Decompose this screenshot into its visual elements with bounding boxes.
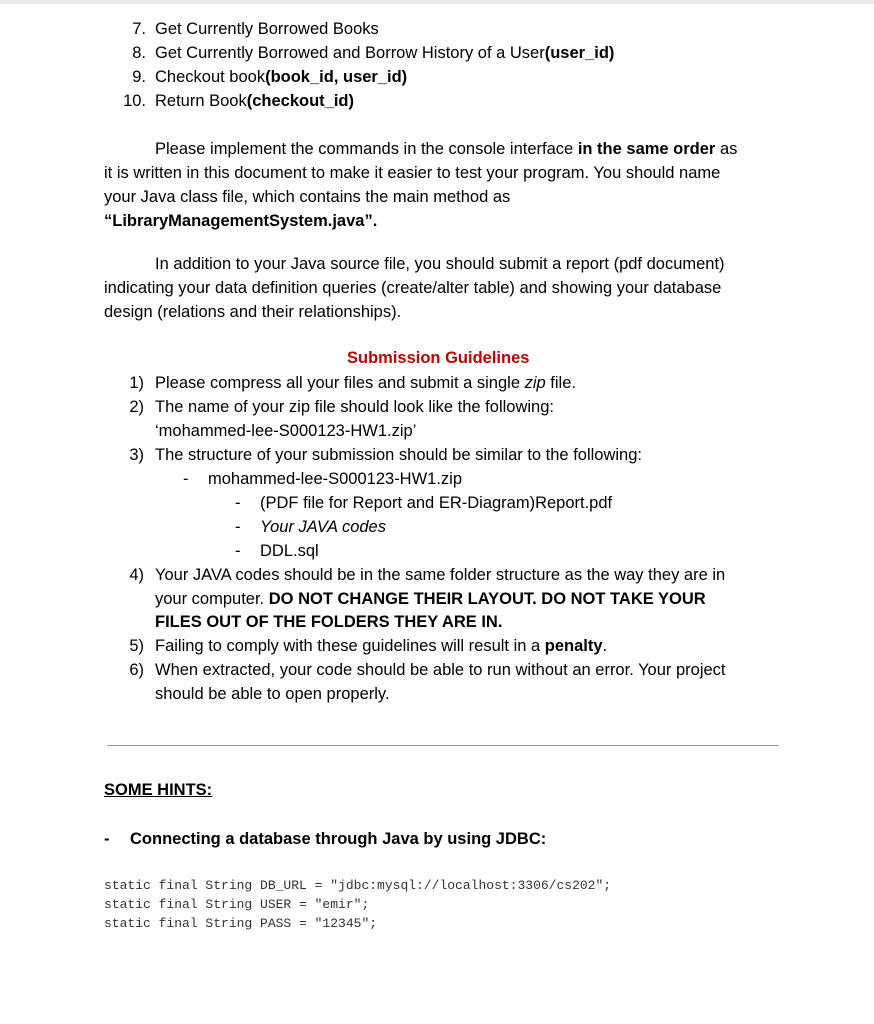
dash-bullet: - <box>235 494 241 512</box>
list-number: 1) <box>129 374 144 392</box>
dash-bullet: - <box>235 542 241 560</box>
list-item: Get Currently Borrowed Books <box>155 20 379 38</box>
list-number: 3) <box>129 446 144 464</box>
hints-heading: SOME HINTS: <box>104 781 213 799</box>
list-number: 5) <box>129 637 144 655</box>
list-item: Checkout book(book_id, user_id) <box>155 68 408 86</box>
list-item: Return Book(checkout_id) <box>155 92 354 110</box>
structure-item: Your JAVA codes <box>260 518 386 536</box>
guideline-item: Your JAVA codes should be in the same folder structure as the way they are in <box>155 566 726 584</box>
list-number: 6) <box>129 661 144 679</box>
code-line: static final String USER = "emir"; <box>104 897 370 912</box>
paragraph-line: indicating your data definition queries (create/alter table) and showing your database <box>104 279 722 297</box>
guideline-item-cont: FILES OUT OF THE FOLDERS THEY ARE IN. <box>155 613 503 631</box>
paragraph-line: design (relations and their relationships). <box>104 303 402 321</box>
paragraph-line: “LibraryManagementSystem.java”. <box>104 212 378 230</box>
guideline-item: The name of your zip file should look like the following: <box>155 398 554 416</box>
section-heading: Submission Guidelines <box>347 349 530 367</box>
list-number: 10. <box>123 92 146 110</box>
paragraph-line: In addition to your Java source file, you should submit a report (pdf document) <box>155 255 725 273</box>
code-line: static final String PASS = "12345"; <box>104 916 378 931</box>
dash-bullet: - <box>104 830 110 848</box>
guideline-item: Please compress all your files and submit a single zip file. <box>155 374 576 392</box>
list-number: 8. <box>132 44 146 62</box>
structure-item: (PDF file for Report and ER-Diagram)Report.pdf <box>260 494 613 512</box>
horizontal-divider <box>107 745 779 746</box>
structure-item: DDL.sql <box>260 542 319 560</box>
list-item: Get Currently Borrowed and Borrow History of a User(user_id) <box>155 44 615 62</box>
list-number: 2) <box>129 398 144 416</box>
list-number: 4) <box>129 566 144 584</box>
dash-bullet: - <box>183 470 189 488</box>
guideline-item: The structure of your submission should be similar to the following: <box>155 446 642 464</box>
guideline-item-cont: should be able to open properly. <box>155 685 390 703</box>
guideline-item-cont: ‘mohammed-lee-S000123-HW1.zip’ <box>155 422 417 440</box>
paragraph-line: your Java class file, which contains the main method as <box>104 188 511 206</box>
list-number: 7. <box>132 20 146 38</box>
paragraph-line: it is written in this document to make it easier to test your program. You should name <box>104 164 721 182</box>
page-top-border <box>0 0 874 4</box>
guideline-item: Failing to comply with these guidelines will result in a penalty. <box>155 637 608 655</box>
paragraph-line: Please implement the commands in the console interface in the same order as <box>155 140 738 158</box>
hint-item: Connecting a database through Java by using JDBC: <box>130 830 547 848</box>
guideline-item-cont: your computer. DO NOT CHANGE THEIR LAYOUT. DO NOT TAKE YOUR <box>155 590 706 608</box>
dash-bullet: - <box>235 518 241 536</box>
guideline-item: When extracted, your code should be able to run without an error. Your project <box>155 661 726 679</box>
code-line: static final String DB_URL = "jdbc:mysql://localhost:3306/cs202"; <box>104 878 612 893</box>
zip-file-name: mohammed-lee-S000123-HW1.zip <box>208 470 463 488</box>
list-number: 9. <box>132 68 146 86</box>
